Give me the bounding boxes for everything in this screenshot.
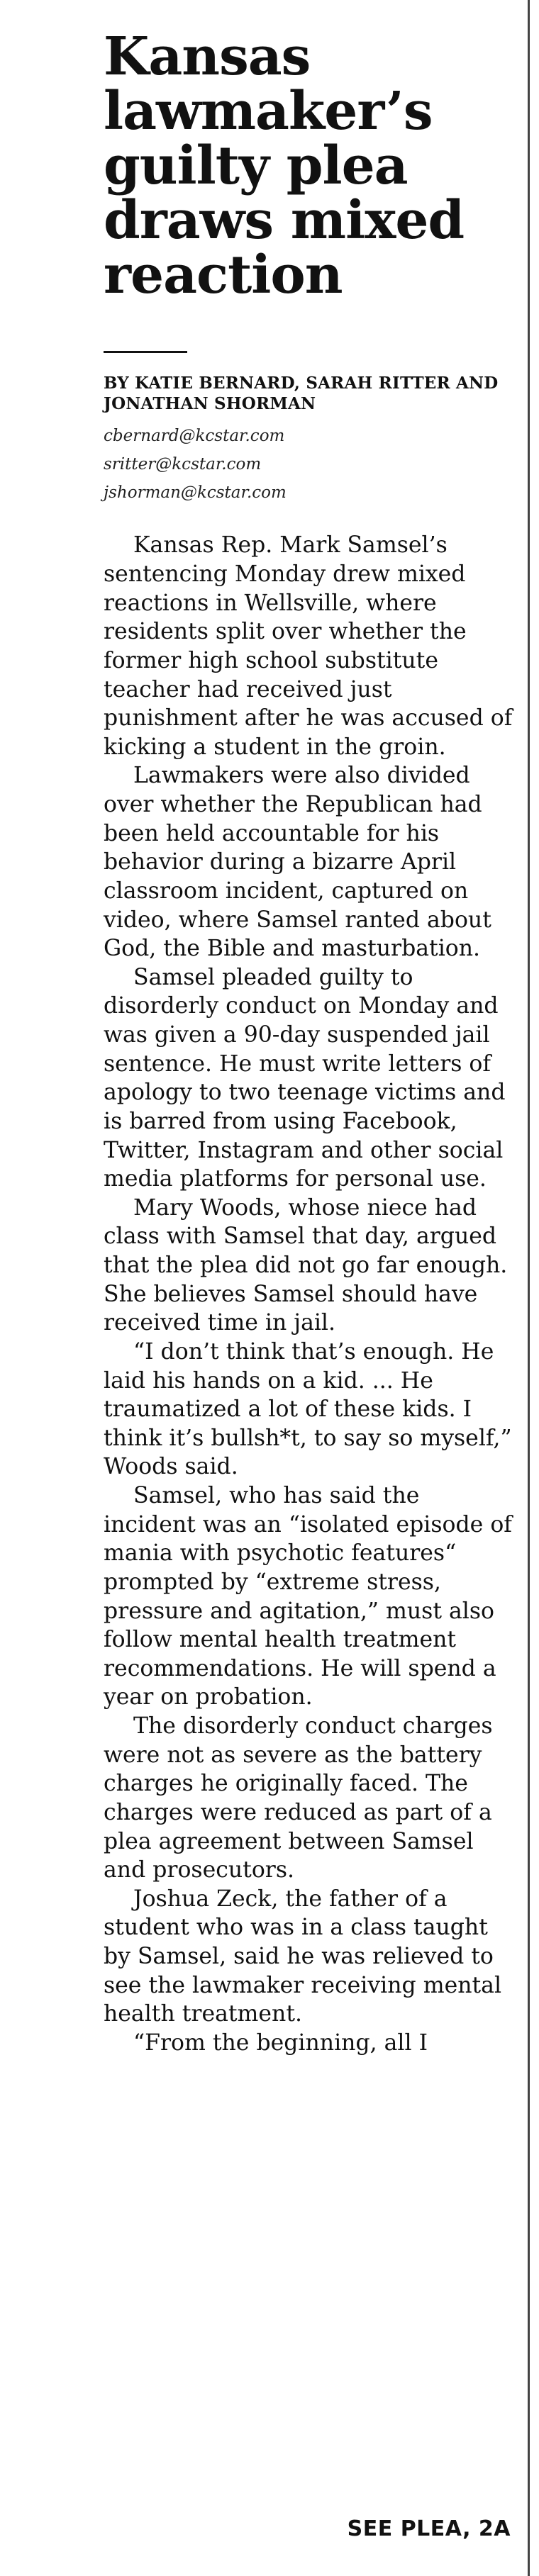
- paragraph: “I don’t think that’s enough. He laid his hands on a kid. ... He traumatized a lot of these kids. I think it’s bullsh*t, to say so myself,” Woods said.: [104, 1338, 512, 1480]
- byline: BY KATIE BERNARD, SARAH RITTER AND JONATHAN SHORMAN: [104, 373, 499, 414]
- paragraph: Lawmakers were also divided over whether the Republican had been held accountable for his behavior during a bizarre April classroom incident, captured on video, where Samsel ranted about God, the Bible and masturbation.: [104, 763, 491, 962]
- author-email[interactable]: sritter@kcstar.com: [104, 454, 262, 474]
- paragraph: Samsel, who has said the incident was an “isolated episode of mania with psychotic features“ prompted by “extreme stress, pressure and agitation,” must also follow mental health treatment recommendations. He will spend a year on probation.: [104, 1483, 512, 1710]
- paragraph: Samsel pleaded guilty to disorderly conduct on Monday and was given a 90-day suspended jail sentence. He must write letters of apology to two teenage victims and is barred from using Facebook, Twitter, Instagram and other social media platforms for personal use.: [104, 964, 506, 1192]
- paragraph: Joshua Zeck, the father of a student who was in a class taught by Samsel, said he was relieved to see the lawmaker receiving mental health treatment.: [104, 1886, 502, 2027]
- column-divider: [528, 0, 530, 2576]
- article-column: [104, 26, 515, 2058]
- paragraph: Kansas Rep. Mark Samsel’s sentencing Monday drew mixed reactions in Wellsville, where residents split over whether the former high school substitute teacher had received just punishment after he was accused of kicking a student in the groin.: [104, 532, 513, 760]
- article-body: [104, 531, 515, 2057]
- paragraph: Mary Woods, whose niece had class with Samsel that day, argued that the plea did not go far enough. She believes Samsel should have received time in jail.: [104, 1194, 508, 1336]
- jump-line[interactable]: SEE PLEA, 2A: [347, 2516, 511, 2541]
- paragraph: The disorderly conduct charges were not as severe as the battery charges he originally faced. The charges were reduced as part of a plea agreement between Samsel and prosecutors.: [104, 1713, 493, 1883]
- byline-rule: [104, 351, 187, 353]
- paragraph: “From the beginning, all I: [133, 2029, 428, 2056]
- author-email[interactable]: jshorman@kcstar.com: [104, 483, 287, 503]
- headline: Kansas lawmaker’s guilty plea draws mixed reaction: [104, 26, 465, 306]
- author-email[interactable]: cbernard@kcstar.com: [104, 426, 285, 445]
